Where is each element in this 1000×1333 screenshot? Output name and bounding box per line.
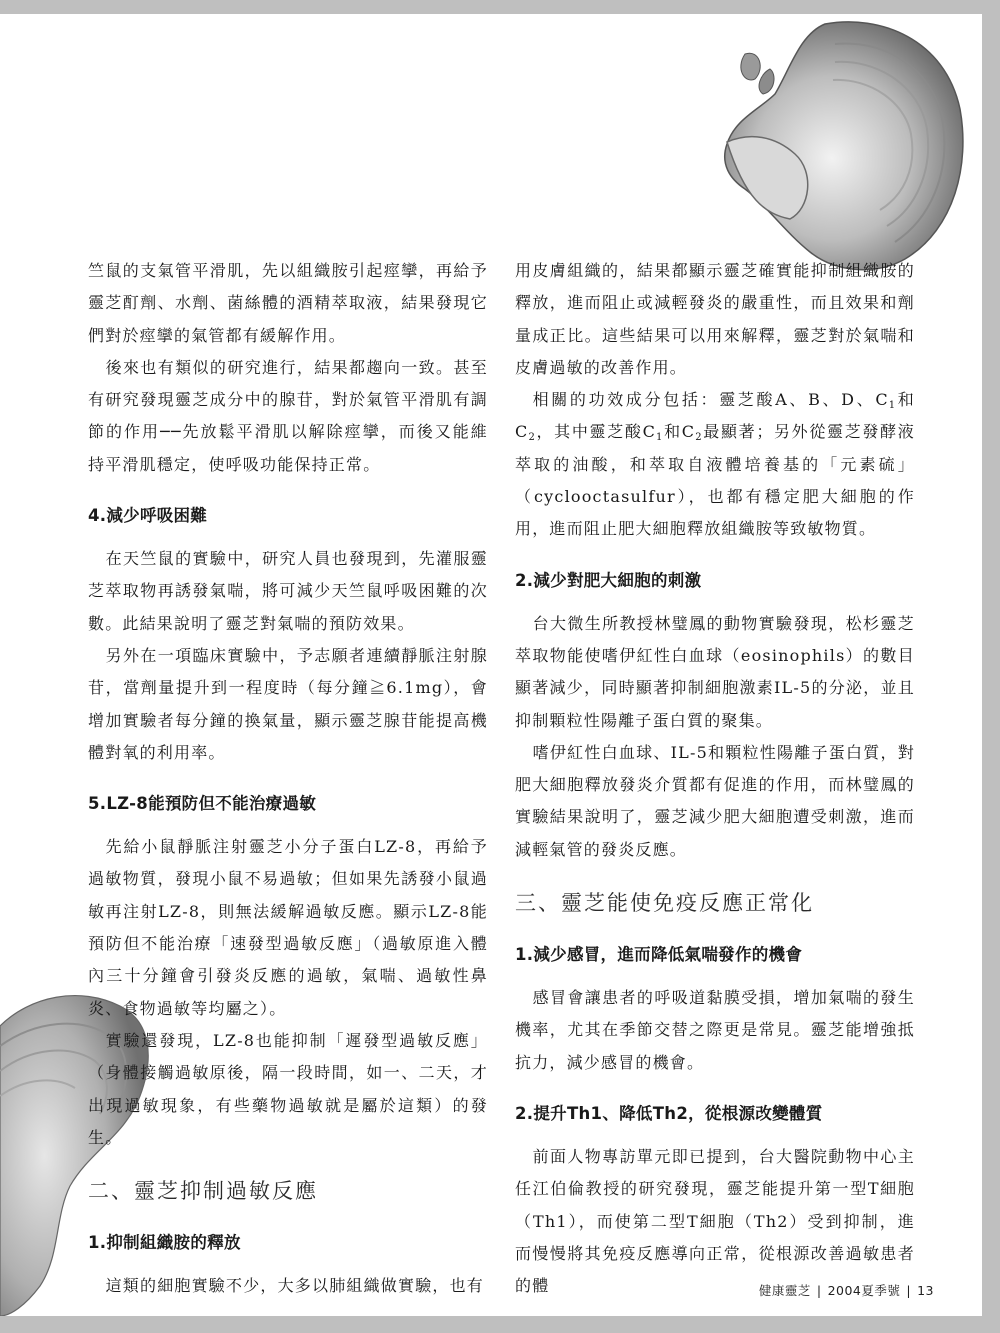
paragraph: 這類的細胞實驗不少，大多以肺組織做實驗，也有 <box>105 1276 484 1296</box>
section-heading: 三、靈芝能使免疫反應正常化 <box>515 891 814 916</box>
page-footer <box>759 1281 934 1299</box>
subsection-heading: 2.提升Th1、降低Th2，從根源改變體質 <box>515 1103 823 1123</box>
magazine-title: 健康靈芝 <box>758 1283 811 1298</box>
paragraph: 後來也有類似的研究進行，結果都趨向一致。甚至有研究發現靈芝成分中的腺苷，對於氣管平滑肌有調節的作用──先放鬆平滑肌以解除痙攣，而後又能維持平滑肌穩定，使呼吸功能保持正常。 <box>88 357 488 474</box>
paragraph: 實驗還發現，LZ-8也能抑制「遲發型過敏反應」（身體接觸過敏原後，隔一段時間，如一、二天，才出現過敏現象，有些藥物過敏就是屬於這類）的發生。 <box>88 1030 488 1147</box>
lingzhi-mushroom-illustration-top <box>705 14 967 276</box>
page-number: 13 <box>917 1283 934 1298</box>
subscript: 1 <box>888 400 897 412</box>
subscript: 2 <box>695 432 703 444</box>
subsection-heading: 1.抑制組織胺的釋放 <box>88 1233 241 1253</box>
paragraph: 用皮膚組織的，結果都顯示靈芝確實能抑制組織胺的釋放，進而阻止或減輕發炎的嚴重性，而且效果和劑量成正比。這些結果可以用來解釋，靈芝對於氣喘和皮膚過敏的改善作用。 <box>515 261 915 377</box>
subsection-heading: 2.減少對肥大細胞的刺激 <box>515 570 702 590</box>
paragraph: 竺鼠的支氣管平滑肌，先以組織胺引起痙攣，再給予靈芝酊劑、水劑、菌絲體的酒精萃取液，結果發現它們對於痙攣的氣管都有緩解作用。 <box>88 261 488 345</box>
paragraph: 在天竺鼠的實驗中，研究人員也發現到，先灌服靈芝萃取物再誘發氣喘，將可減少天竺鼠呼吸困難的次數。此結果說明了靈芝對氣喘的預防效果。 <box>88 549 488 633</box>
footer-separator: | <box>906 1283 912 1298</box>
paragraph <box>515 384 915 545</box>
footer-separator: | <box>816 1283 822 1298</box>
issue-label: 2004夏季號 <box>827 1283 901 1298</box>
paragraph: 前面人物專訪單元即已提到，台大醫院動物中心主任江伯倫教授的研究發現，靈芝能提升第一型T細胞（Th1），而使第二型T細胞（Th2）受到抑制，進而慢慢將其免疫反應導向正常，從根源改善過敏患者的體 <box>515 1146 915 1296</box>
text-run: ，其中靈芝酸C <box>536 422 657 442</box>
subsection-heading: 4.減少呼吸困難 <box>88 506 208 526</box>
subsection-heading: 1.減少感冒，進而降低氣喘發作的機會 <box>515 945 803 965</box>
subsection-heading: 5.LZ-8能預防但不能治療過敏 <box>88 794 317 814</box>
paragraph: 嗜伊紅性白血球、IL-5和顆粒性陽離子蛋白質，對肥大細胞釋放發炎介質都有促進的作用，而林璧鳳的實驗結果說明了，靈芝減少肥大細胞遭受刺激，進而減輕氣管的發炎反應。 <box>515 742 915 859</box>
paragraph: 感冒會讓患者的呼吸道黏膜受損，增加氣喘的發生機率，尤其在季節交替之際更是常見。靈芝能增強抵抗力，減少感冒的機會。 <box>515 988 915 1072</box>
paragraph: 另外在一項臨床實驗中，予志願者連續靜脈注射腺苷，當劑量提升到一程度時（每分鐘≧6.1mg），會增加實驗者每分鐘的換氣量，顯示靈芝腺苷能提高機體對氧的利用率。 <box>88 645 488 762</box>
left-column <box>88 255 488 1302</box>
text-run: 和C <box>515 390 915 442</box>
section-heading: 二、靈芝抑制過敏反應 <box>88 1179 318 1204</box>
paragraph: 台大微生所教授林璧鳳的動物實驗發現，松杉靈芝萃取物能使嗜伊紅性白血球（eosinophils）的數目顯著減少，同時顯著抑制細胞激素IL-5的分泌，並且抑制顆粒性陽離子蛋白質的聚集。 <box>515 613 915 730</box>
text-run: 最顯著；另外從靈芝發酵液萃取的油酸，和萃取自液體培養基的「元素硫」（cyclooctasulfur），也都有穩定肥大細胞的作用，進而阻止肥大細胞釋放組織胺等致敏物質。 <box>515 422 915 539</box>
paragraph: 先給小鼠靜脈注射靈芝小分子蛋白LZ-8，再給予過敏物質，發現小鼠不易過敏；但如果先誘發小鼠過敏再注射LZ-8，則無法緩解過敏反應。顯示LZ-8能預防但不能治療「速發型過敏反應」（過敏原進入體內三十分鐘會引發炎反應的過敏，氣喘、過敏性鼻炎、食物過敏等均屬之）。 <box>88 837 488 1018</box>
magazine-page <box>0 14 982 1316</box>
text-run: 相關的功效成分包括：靈芝酸A、B、D、C <box>532 390 889 410</box>
subscript: 1 <box>656 432 664 444</box>
text-run: 和C <box>663 422 696 442</box>
subscript: 2 <box>528 432 537 444</box>
right-column <box>515 255 915 1302</box>
